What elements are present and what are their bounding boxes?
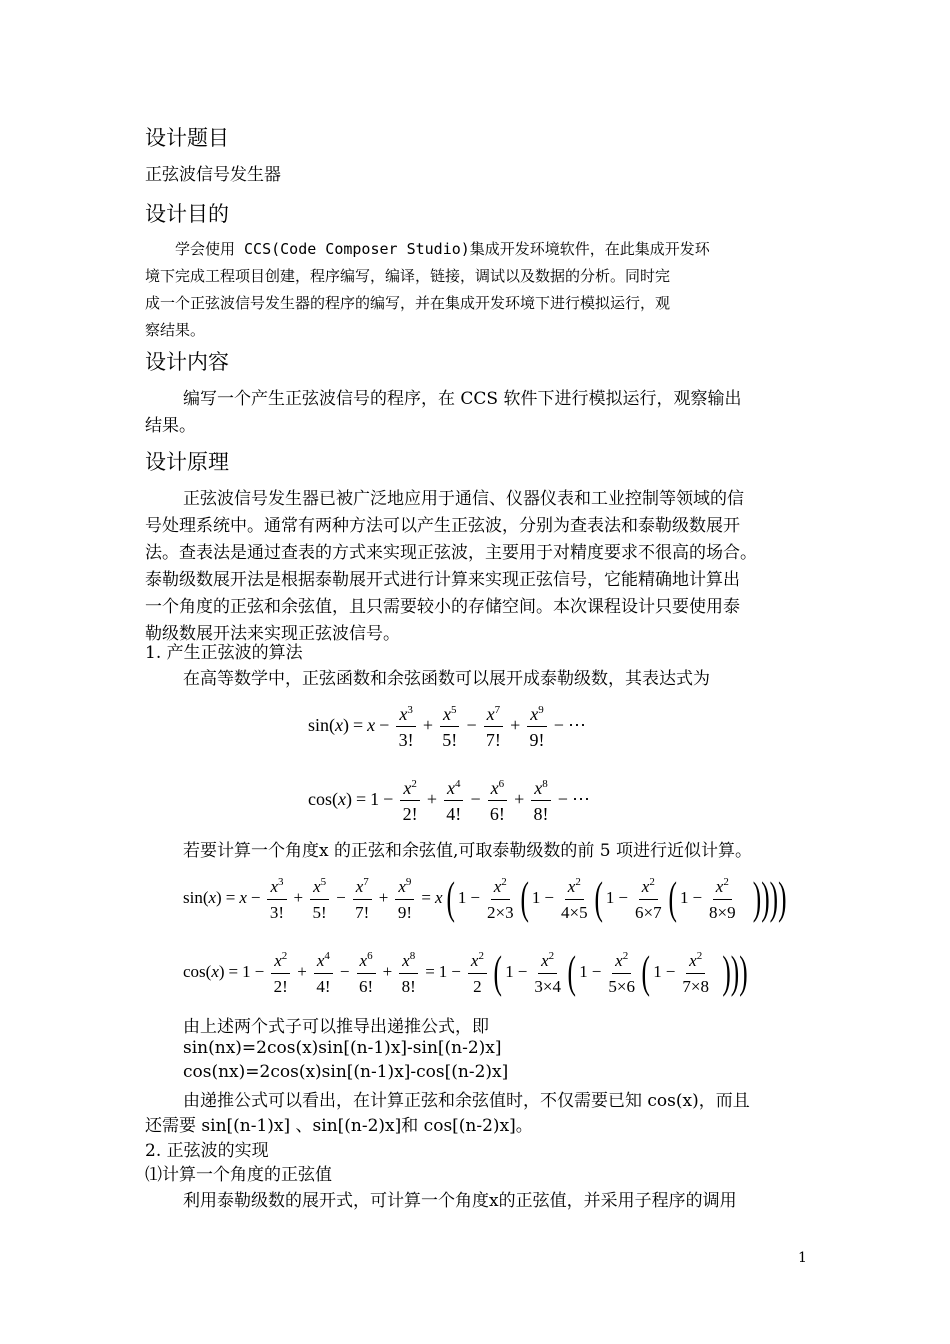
heading-design-principle: 设计原理: [145, 450, 229, 474]
page-number: 1: [798, 1250, 807, 1266]
heading-design-title: 设计题目: [145, 126, 229, 150]
content-paragraph: [145, 386, 807, 440]
subsection-1-text: 利用泰勒级数的展开式，可计算一个角度x的正弦值，并采用子程序的调用: [183, 1191, 737, 1211]
recursion-sin-formula: sin(nx)=2cos(x)sin[(n-1)x]-sin[(n-2)x]: [183, 1038, 502, 1058]
purpose-paragraph: [145, 236, 807, 344]
text-line: 一个角度的正弦和余弦值，且只需要较小的存储空间。本次课程设计只要使用泰: [145, 597, 740, 617]
subsection-1-heading: ⑴计算一个角度的正弦值: [145, 1165, 332, 1185]
equation-cos-nested: cos(x) = 1 − $\frac{x^2}{2!}$ + $\frac{x^4}{4!}$ − $\frac{x^6}{6!}$ + $\frac{x^8}{8!}$ = 1 − $\frac{x^2}{2}$ ( 1 − $\frac{x^2}{3\times 4}$ ( 1 − $\frac{x^2}{5\times 6}$ ( 1 − $\frac{x^2}{7\times 8}$ ))): [183, 945, 748, 997]
recursion-intro: 由上述两个式子可以推导出递推公式，即: [183, 1017, 489, 1037]
section-1-intro: 在高等数学中，正弦函数和余弦函数可以展开成泰勒级数，其表达式为: [183, 669, 710, 689]
text-line: 正弦波信号发生器已被广泛地应用于通信、仪器仪表和工业控制等领域的信: [183, 489, 744, 509]
text-line: 察结果。: [145, 321, 206, 339]
principle-paragraph: [145, 486, 807, 648]
equation-sin-nested: sin(x) = x − $\frac{x^3}{3!}$ + $\frac{x^5}{5!}$ − $\frac{x^7}{7!}$ + $\frac{x^9}{9!}$ = x ( 1 − $\frac{x^2}{2\times 3}$ ( 1 − $\frac{x^2}{4\times 5}$ ( 1 − $\frac{x^2}{6\times 7}$ ( 1 − $\frac{x^2}{8\times 9}$ )))): [183, 871, 787, 923]
recursion-note-line-1: 由递推公式可以看出，在计算正弦和余弦值时，不仅需要已知 cos(x)，而且: [183, 1091, 750, 1111]
topic-text: 正弦波信号发生器: [145, 165, 281, 185]
equation-sin-series: sin(x) = x − $\frac{x^3}{3!}$ + $\frac{x^5}{5!}$ − $\frac{x^7}{7!}$ + $\frac{x^9}{9!}$ − ⋯: [308, 700, 586, 750]
heading-design-content: 设计内容: [145, 350, 229, 374]
heading-design-purpose: 设计目的: [145, 202, 229, 226]
text-line: 编写一个产生正弦波信号的程序，在 CCS 软件下进行模拟运行，观察输出: [183, 389, 742, 409]
section-2-heading: 2. 正弦波的实现: [145, 1141, 269, 1161]
text-line: 学会使用 CCS(Code Composer Studio)集成开发环境软件，在此集成开发环: [175, 240, 710, 258]
approx-text: 若要计算一个角度x 的正弦和余弦值,可取泰勒级数的前 5 项进行近似计算。: [183, 841, 753, 861]
text-line: 成一个正弦波信号发生器的程序的编写，并在集成开发环境下进行模拟运行，观: [145, 294, 671, 312]
text-line: 法。查表法是通过查表的方式来实现正弦波，主要用于对精度要求不很高的场合。: [145, 543, 757, 563]
recursion-cos-formula: cos(nx)=2cos(x)sin[(n-1)x]-cos[(n-2)x]: [183, 1062, 509, 1082]
text-line: 结果。: [145, 416, 196, 436]
text-line: 泰勒级数展开法是根据泰勒展开式进行计算来实现正弦信号，它能精确地计算出: [145, 570, 740, 590]
text-line: 境下完成工程项目创建，程序编写，编译，链接，调试以及数据的分析。同时完: [145, 267, 671, 285]
text-line: 号处理系统中。通常有两种方法可以产生正弦波，分别为查表法和泰勒级数展开: [145, 516, 740, 536]
equation-cos-series: cos(x) = 1 − $\frac{x^2}{2!}$ + $\frac{x^4}{4!}$ − $\frac{x^6}{6!}$ + $\frac{x^8}{8!}$ − ⋯: [308, 774, 590, 824]
text-line: 勒级数展开法来实现正弦波信号。: [145, 624, 400, 644]
section-1-heading: 1. 产生正弦波的算法: [145, 643, 303, 663]
recursion-note-line-2: 还需要 sin[(n-1)x] 、sin[(n-2)x]和 cos[(n-2)x]。: [145, 1116, 533, 1136]
